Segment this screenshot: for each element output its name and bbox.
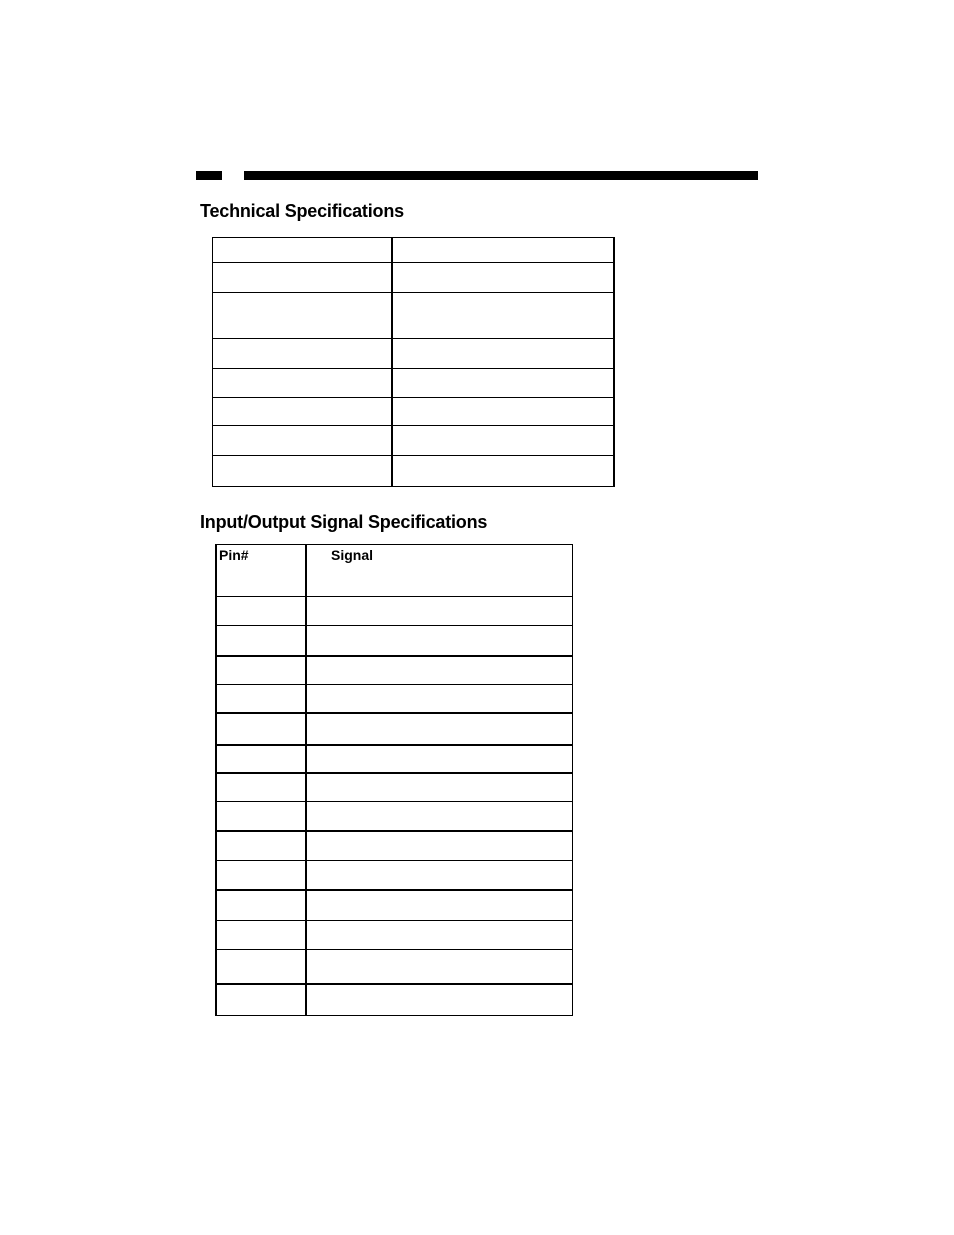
pin-cell [216, 984, 306, 1016]
table-row [213, 398, 615, 426]
table-row [213, 263, 615, 293]
table-row [216, 861, 573, 890]
signal-cell [306, 921, 573, 950]
pin-cell [216, 773, 306, 802]
signal-cell [306, 831, 573, 861]
spec-value-cell [392, 398, 614, 426]
spec-label-cell [213, 238, 393, 263]
spec-label-cell [213, 398, 393, 426]
table-row [216, 802, 573, 831]
technical-specifications-table [212, 237, 615, 487]
table-row [216, 597, 573, 626]
io-signal-specifications-table [215, 544, 573, 1016]
table-row [216, 626, 573, 656]
header-rule-short [196, 171, 222, 180]
signal-cell [306, 950, 573, 984]
io-signal-specifications-heading: Input/Output Signal Specifications [200, 512, 488, 532]
pin-cell [216, 802, 306, 831]
pin-cell [216, 685, 306, 713]
pin-cell [216, 745, 306, 773]
signal-cell [306, 626, 573, 656]
pin-cell [216, 890, 306, 921]
table-row [216, 921, 573, 950]
spec-value-cell [392, 263, 614, 293]
header-rule-long [244, 171, 758, 180]
table-row [216, 745, 573, 773]
pin-cell [216, 861, 306, 890]
spec-label-cell [213, 293, 393, 339]
signal-cell [306, 713, 573, 745]
spec-value-cell [392, 426, 614, 456]
pin-cell [216, 656, 306, 685]
spec-value-cell [392, 238, 614, 263]
signal-cell [306, 773, 573, 802]
spec-value-cell [392, 339, 614, 369]
spec-value-cell [392, 456, 614, 487]
pin-cell [216, 921, 306, 950]
table-row [216, 984, 573, 1016]
table-row [216, 890, 573, 921]
signal-column-header [306, 545, 573, 597]
table-row [216, 950, 573, 984]
table-row [216, 685, 573, 713]
pin-cell [216, 950, 306, 984]
signal-cell [306, 656, 573, 685]
spec-label-cell [213, 369, 393, 398]
signal-cell [306, 802, 573, 831]
spec-label-cell [213, 456, 393, 487]
spec-label-cell [213, 426, 393, 456]
table-row [216, 831, 573, 861]
signal-cell [306, 685, 573, 713]
signal-cell [306, 984, 573, 1016]
table-row [216, 656, 573, 685]
pin-header-label: Pin# [219, 547, 249, 563]
signal-header-label: Signal [331, 547, 374, 563]
technical-specifications-heading: Technical Specifications [200, 201, 404, 221]
spec-value-cell [392, 369, 614, 398]
pin-column-header [216, 545, 306, 597]
signal-cell [306, 597, 573, 626]
signal-cell [306, 861, 573, 890]
table-row [213, 369, 615, 398]
pin-cell [216, 626, 306, 656]
spec-value-cell [392, 293, 614, 339]
pin-cell [216, 597, 306, 626]
table-row [213, 238, 615, 263]
table-row [213, 293, 615, 339]
table-row [216, 773, 573, 802]
spec-label-cell [213, 339, 393, 369]
spec-label-cell [213, 263, 393, 293]
table-header-row [216, 545, 573, 597]
table-row [213, 339, 615, 369]
pin-cell [216, 831, 306, 861]
signal-cell [306, 745, 573, 773]
signal-cell [306, 890, 573, 921]
table-row [213, 426, 615, 456]
table-row [216, 713, 573, 745]
table-row [213, 456, 615, 487]
pin-cell [216, 713, 306, 745]
